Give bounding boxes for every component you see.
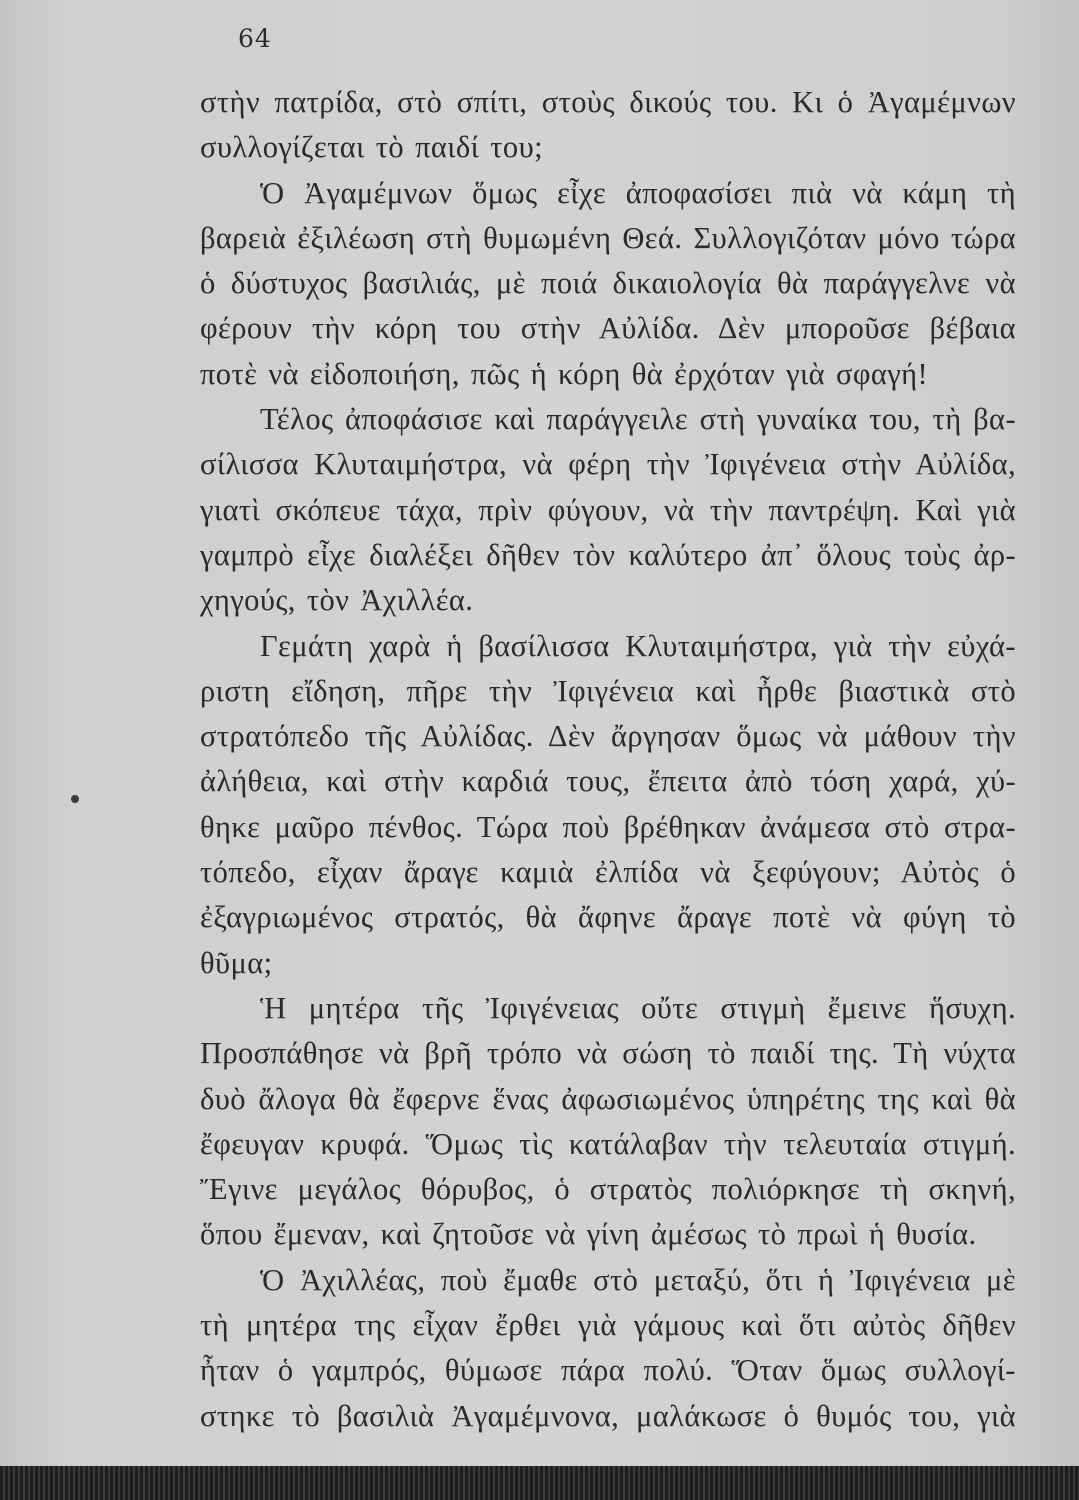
text-line: θηκε μαῦρο πένθος. Τώρα ποὺ βρέθηκαν ἀνάμεσα στὸ στρα- — [200, 809, 1016, 844]
page-number: 64 — [238, 24, 272, 53]
text-line: Ὁ Ἀχιλλέας, ποὺ ἔμαθε στὸ μεταξύ, ὅτι ἡ Ἰφιγένεια μὲ — [260, 1262, 1016, 1297]
text-line: δυὸ ἄλογα θὰ ἔφερνε ἕνας ἀφωσιωμένος ὑπηρέτης της καὶ θὰ — [200, 1081, 1016, 1116]
text-line: συλλογίζεται τὸ παιδί του; — [200, 130, 543, 165]
text-line: ποτὲ νὰ εἰδοποιήση, πῶς ἡ κόρη θὰ ἐρχόταν γιὰ σφαγή! — [200, 356, 929, 391]
scan-edge-strip — [0, 1466, 1079, 1500]
text-line: ἀλήθεια, καὶ στὴν καρδιά τους, ἔπειτα ἀπὸ τόση χαρά, χύ- — [200, 764, 1016, 799]
text-line: τόπεδο, εἶχαν ἄραγε καμιὰ ἐλπίδα νὰ ξεφύγουν; Αὐτὸς ὁ — [200, 855, 1016, 890]
ink-speck — [71, 795, 79, 803]
text-line: ἦταν ὁ γαμπρός, θύμωσε πάρα πολύ. Ὅταν ὅμως συλλογί- — [200, 1353, 1016, 1388]
text-line: Προσπάθησε νὰ βρῆ τρόπο νὰ σώση τὸ παιδί της. Τὴ νύχτα — [200, 1036, 1016, 1071]
text-line: ὁ δύστυχος βασιλιάς, μὲ ποιά δικαιολογία θὰ παράγγελνε νὰ — [200, 266, 1016, 301]
text-line: τὴ μητέρα της εἶχαν ἔρθει γιὰ γάμους καὶ ὅτι αὐτὸς δῆθεν — [200, 1308, 1016, 1343]
text-line: Τέλος ἀποφάσισε καὶ παράγγειλε στὴ γυναίκα του, τὴ βα- — [260, 402, 1016, 437]
text-line: Γεμάτη χαρὰ ἡ βασίλισσα Κλυταιμήστρα, γιὰ τὴν εὐχά- — [260, 628, 1016, 663]
text-line: ἔφευγαν κρυφά. Ὅμως τὶς κατάλαβαν τὴν τελευταία στιγμή. — [200, 1126, 1016, 1161]
text-line: στὴν πατρίδα, στὸ σπίτι, στοὺς δικούς του. Κι ὁ Ἀγαμέμνων — [200, 85, 1016, 119]
text-line: φέρουν τὴν κόρη του στὴν Αὐλίδα. Δὲν μποροῦσε βέβαια — [200, 311, 1016, 346]
text-line: θῦμα; — [200, 945, 273, 980]
text-line: σίλισσα Κλυταιμήστρα, νὰ φέρη τὴν Ἰφιγένεια στὴν Αὐλίδα, — [200, 447, 1016, 482]
text-line: στρατόπεδο τῆς Αὐλίδας. Δὲν ἄργησαν ὅμως νὰ μάθουν τὴν — [200, 719, 1016, 754]
text-line: γαμπρὸ εἶχε διαλέξει δῆθεν τὸν καλύτερο ἀπ᾿ ὅλους τοὺς ἀρ- — [200, 537, 1016, 572]
text-line: χηγούς, τὸν Ἀχιλλέα. — [200, 583, 474, 618]
text-line: ὅπου ἔμεναν, καὶ ζητοῦσε νὰ γίνη ἀμέσως τὸ πρωὶ ἡ θυσία. — [200, 1217, 977, 1252]
text-line: ἐξαγριωμένος στρατός, θὰ ἄφηνε ἄραγε ποτὲ νὰ φύγη τὸ — [200, 900, 1016, 935]
text-line: γιατὶ σκόπευε τάχα, πρὶν φύγουν, νὰ τὴν παντρέψη. Καὶ γιὰ — [200, 492, 1016, 527]
text-line: ριστη εἴδηση, πῆρε τὴν Ἰφιγένεια καὶ ἦρθε βιαστικὰ στὸ — [200, 673, 1016, 708]
text-line: Ἔγινε μεγάλος θόρυβος, ὁ στρατὸς πολιόρκησε τὴ σκηνή, — [200, 1172, 1016, 1207]
body-text — [200, 80, 1016, 1439]
text-line: στηκε τὸ βασιλιὰ Ἀγαμέμνονα, μαλάκωσε ὁ θυμός του, γιὰ — [200, 1398, 1016, 1433]
text-line: Ἡ μητέρα τῆς Ἰφιγένειας οὔτε στιγμὴ ἔμεινε ἥσυχη. — [260, 990, 1016, 1025]
text-line: βαρειὰ ἐξιλέωση στὴ θυμωμένη Θεά. Συλλογιζόταν μόνο τώρα — [200, 220, 1016, 255]
text-line: Ὁ Ἀγαμέμνων ὅμως εἶχε ἀποφασίσει πιὰ νὰ κάμη τὴ — [260, 175, 1016, 210]
